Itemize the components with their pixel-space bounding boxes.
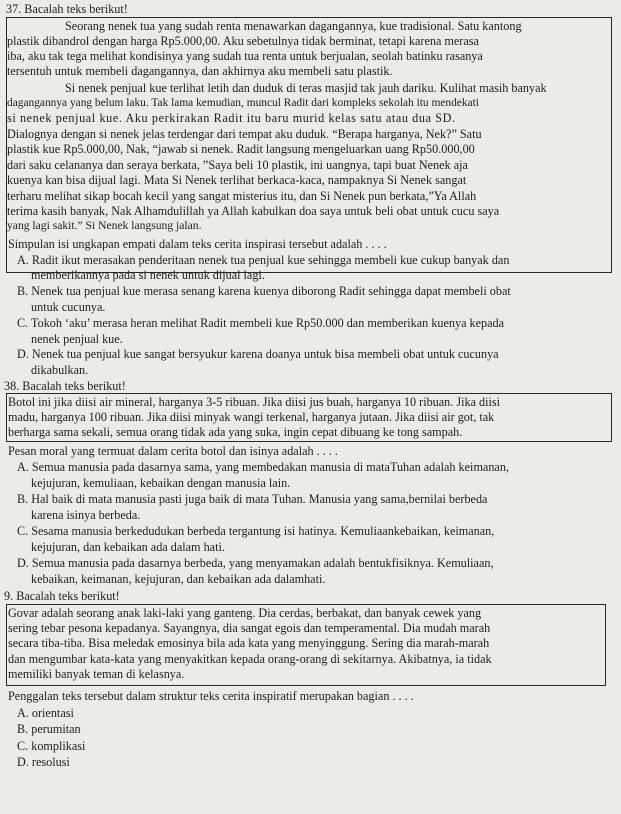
q39-option-b[interactable]: B. perumitan: [17, 722, 81, 736]
q39-title: 9. Bacalah teks berikut!: [4, 589, 120, 603]
q38-passage-line: Botol ini jika diisi air mineral, harganya 3-5 ribuan. Jika diisi jus buah, harganya 10 ribuan. Jika diisi: [8, 395, 501, 409]
q37-option-b[interactable]: B. Nenek tua penjual kue merasa senang karena kuenya diborong Radit sehingga dapat membeli obat: [17, 284, 511, 298]
q37-passage-line: terharu melihat sikap bocah kecil yang sangat misterius itu, dan Si Nenek pun berkata,”Ya Allah: [7, 189, 477, 203]
q39-option-c[interactable]: C. komplikasi: [17, 739, 86, 753]
q39-option-d[interactable]: D. resolusi: [17, 755, 70, 769]
q38-passage-line: berharga sama sekali, semua orang tidak ada yang suka, ingin cepat dibuang ke tong sampah.: [8, 425, 463, 439]
q37-passage-line: plastik kue Rp5.000,00, Nak, “jawab si nenek. Radit langsung mengeluarkan uang Rp50.000,00: [7, 142, 475, 156]
q37-option-a-cont: memberikannya pada si nenek untuk dijual lagi.: [31, 268, 265, 282]
q38-title: 38. Bacalah teks berikut!: [4, 379, 126, 393]
q39-passage-box: [6, 604, 606, 686]
q37-passage-line: iba, aku tak tega melihat kondisinya yang sudah tua renta untuk berjualan, seolah batinku rasanya: [7, 49, 483, 63]
q39-question: Penggalan teks tersebut dalam struktur teks cerita inspiratif merupakan bagian . . . .: [8, 689, 414, 703]
q38-option-d[interactable]: D. Semua manusia pada dasarnya berbeda, yang menyamakan adalah bentukfisiknya. Kemuliaan,: [17, 556, 494, 570]
q37-passage-line: Seorang nenek tua yang sudah renta menawarkan dagangannya, kue tradisional. Satu kantong: [65, 19, 522, 33]
q38-passage-line: madu, harganya 100 ribuan. Jika diisi minyak wangi terkenal, harganya jutaan. Jika diisi air got, tak: [8, 410, 495, 424]
q37-passage-line: yang lagi sakit.” Si Nenek langsung jalan.: [7, 219, 202, 232]
q38-option-b[interactable]: B. Hal baik di mata manusia pasti juga baik di mata Tuhan. Manusia yang sama,bernilai berbeda: [17, 492, 488, 506]
q37-question: Simpulan isi ungkapan empati dalam teks cerita inspirasi tersebut adalah . . . .: [8, 237, 387, 251]
q37-passage-line: dari saku celananya dan seraya berkata, ”Saya beli 10 plastik, ini uangnya, tapi buat Nenek aja: [7, 158, 468, 172]
q37-title: 37. Bacalah teks berikut!: [6, 2, 128, 16]
q38-option-b-cont: karena isinya berbeda.: [31, 508, 141, 522]
q39-passage-line: memiliki banyak teman di kelasnya.: [8, 667, 185, 681]
q39-passage-line: sering tebar pesona kepadanya. Sayangnya, dia sangat egois dan temperamental. Dia mudah marah: [8, 621, 491, 635]
q38-option-c[interactable]: C. Sesama manusia berkedudukan berbeda tergantung isi hatinya. Kemuliaankebaikan, keimanan,: [17, 524, 495, 538]
q38-option-d-cont: kebaikan, keimanan, kejujuran, dan kebaikan ada dalamhati.: [31, 572, 326, 586]
q39-option-a[interactable]: A. orientasi: [17, 706, 74, 720]
q37-option-b-cont: untuk cucunya.: [31, 300, 106, 314]
q37-passage-line: kuenya kan bisa dijual lagi. Mata Si Nenek terlihat berkaca-kaca, nampaknya Si Nenek sangat: [7, 173, 467, 187]
q38-question: Pesan moral yang termuat dalam cerita botol dan isinya adalah . . . .: [8, 444, 338, 458]
q37-passage-line: plastik dibandrol dengan harga Rp5.000,00. Aku sebetulnya tidak berminat, tetapi karena merasa: [7, 34, 479, 48]
q37-passage-box: [6, 17, 612, 273]
q37-option-c[interactable]: C. Tokoh ‘aku’ merasa heran melihat Radit membeli kue Rp50.000 dan memberikan kuenya kepada: [17, 316, 505, 330]
q37-passage-line: Dialognya dengan si nenek jelas terdengar dari tempat aku duduk. “Berapa harganya, Nek?” Satu: [7, 127, 482, 141]
q37-option-d[interactable]: D. Nenek tua penjual kue sangat bersyukur karena doanya untuk bisa membeli obat untuk cucunya: [17, 347, 499, 361]
q37-passage-line: dagangannya yang belum laku. Tak lama kemudian, muncul Radit dari kompleks sekolah itu mendekati: [7, 97, 479, 109]
q37-option-d-cont: dikabulkan.: [31, 363, 89, 377]
q39-passage-line: Govar adalah seorang anak laki-laki yang ganteng. Dia cerdas, berbakat, dan banyak cewek yang: [8, 606, 482, 620]
q38-option-a-cont: kejujuran, kemuliaan, kebaikan dengan manusia lain.: [31, 476, 291, 490]
q38-passage-box: [6, 393, 612, 442]
q37-passage-line: Si nenek penjual kue terlihat letih dan duduk di teras masjid tak jauh dariku. Kulihat masih banyak: [65, 81, 547, 95]
q37-passage-line: si nenek penjual kue. Aku perkirakan Radit itu baru murid kelas satu atau dua SD.: [7, 111, 456, 125]
q38-option-c-cont: kejujuran, dan kebaikan ada dalam hati.: [31, 540, 225, 554]
q37-passage-line: terima kasih banyak, Nak Alhamdulillah ya Allah kabulkan doa saya untuk beli obat untuk cucu saya: [7, 204, 500, 218]
q39-passage-line: secara tiba-tiba. Bisa meledak emosinya bila ada kata yang menyinggung. Sering dia marah-marah: [8, 636, 490, 650]
q37-passage-line: tersentuh untuk membeli dagangannya, dan akhirnya aku membeli satu plastik.: [7, 64, 393, 78]
q37-option-c-cont: nenek penjual kue.: [31, 332, 123, 346]
q39-passage-line: dan mengumbar kata-kata yang menyakitkan kepada orang-orang di sekitarnya. Akibatnya, ia tidak: [8, 652, 492, 666]
q38-option-a[interactable]: A. Semua manusia pada dasarnya sama, yang membedakan manusia di mataTuhan adalah keimanan,: [17, 460, 509, 474]
q37-option-a[interactable]: A. Radit ikut merasakan penderitaan nenek tua penjual kue sehingga membeli kue cukup banyak dan: [17, 253, 510, 267]
